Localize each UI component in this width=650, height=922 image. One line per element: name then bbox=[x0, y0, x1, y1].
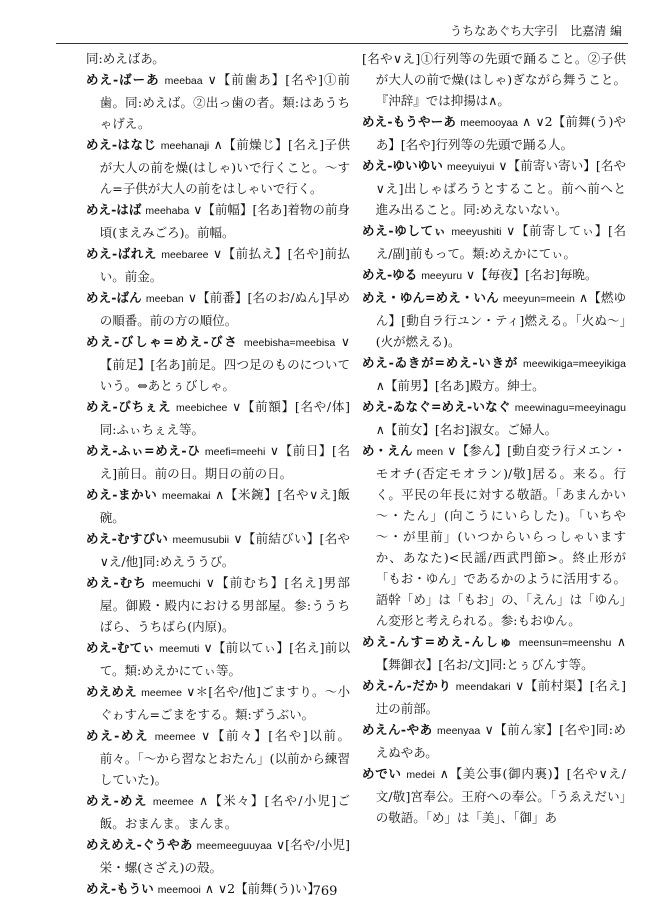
entry-headword: め・えん bbox=[362, 443, 413, 458]
entry-romanization: meebaree bbox=[161, 249, 209, 261]
entry-headword: めえ-ゆいゆい bbox=[362, 158, 443, 173]
dictionary-entry bbox=[86, 48, 350, 69]
entry-definition: ∨【前払え】[名や]前払い。前金。 bbox=[99, 246, 350, 284]
entry-headword: めえめえ-ぐうやあ bbox=[86, 837, 193, 852]
dictionary-entry bbox=[86, 681, 350, 725]
dictionary-entry bbox=[362, 352, 626, 396]
entry-headword: めえ-はなじ bbox=[86, 137, 157, 152]
entry-romanization: meewinagu=meeyinagu bbox=[514, 402, 626, 414]
entry-definition: ∨【前村渠】[名え]辻の前部。 bbox=[375, 678, 626, 716]
entry-definition: ∧ ∨2【前舞(う)やあ】[名や]行列等の先頭で踊る人。 bbox=[375, 114, 626, 152]
entry-definition: ∨【前日】[名え]前日。前の日。期日の前の日。 bbox=[99, 443, 350, 481]
dictionary-entry bbox=[362, 48, 626, 111]
entry-romanization: meebaa bbox=[164, 75, 203, 87]
dictionary-entry bbox=[86, 484, 350, 528]
dictionary-entry bbox=[86, 396, 350, 440]
right-column bbox=[362, 48, 626, 828]
entry-romanization: meefi=meehi bbox=[204, 446, 266, 458]
entry-headword: めえ-ばーあ bbox=[86, 72, 160, 87]
entry-romanization: meensun=meenshu bbox=[518, 637, 612, 649]
entry-romanization: meeyushiti bbox=[451, 226, 502, 238]
entry-romanization: meeyuiyui bbox=[447, 161, 495, 173]
dictionary-entry bbox=[362, 155, 626, 220]
entry-headword: めえ-むてぃ bbox=[86, 640, 155, 655]
dictionary-entry bbox=[86, 69, 350, 134]
entry-romanization: meewikiga=meeyikiga bbox=[522, 358, 626, 370]
entry-romanization: meeyuru bbox=[421, 270, 463, 282]
entry-definition: ∨【前ん家】[名や]同:めえぬやあ。 bbox=[375, 722, 626, 760]
entry-romanization: meemakai bbox=[162, 490, 211, 502]
entry-definition: ∨【前以てぃ】[名え]前以て。類:めえかにてぃ等。 bbox=[99, 640, 350, 678]
entry-romanization: meemee bbox=[141, 687, 182, 699]
entry-romanization: meemuti bbox=[159, 643, 200, 655]
entry-headword: めえ-ばん bbox=[86, 290, 142, 305]
entry-definition: ∨＊[名や/他]ごますり。～小ぐゎすん=ごまをする。類:ずうぶい。 bbox=[99, 684, 350, 722]
dictionary-entry bbox=[86, 287, 350, 331]
entry-headword: めえ-めえ bbox=[86, 793, 148, 808]
dictionary-entry bbox=[362, 631, 626, 675]
entry-definition: ∨【前寄してぃ】[名え/副]前もって。類:めえかにてぃ。 bbox=[375, 223, 626, 261]
entry-definition: ∨[名や/小児]栄・螺(さざえ)の殻。 bbox=[99, 837, 350, 875]
entry-headword: めえ-ゆしてぃ bbox=[362, 223, 447, 238]
entry-romanization: meemusubii bbox=[172, 534, 230, 546]
entry-headword: めえ-はば bbox=[86, 202, 142, 217]
entry-headword: めでい bbox=[362, 766, 402, 781]
entry-headword: めえ-ふぃ=めえ-ひ bbox=[86, 443, 201, 458]
dictionary-entry bbox=[362, 287, 626, 352]
entry-definition: ∨【前歯あ】[名や]①前歯。同:めえば。②出っ歯の者。類:はあうちゃげえ。 bbox=[99, 72, 350, 131]
entry-romanization: meehaba bbox=[145, 205, 190, 217]
entry-headword: めえ-もうやーあ bbox=[362, 114, 457, 129]
entry-definition: ∨【前々】[名や]以前。前々。「～から習なとおたん」(以前から練習していた)。 bbox=[99, 728, 350, 787]
dictionary-entry bbox=[362, 264, 626, 287]
dictionary-entry bbox=[362, 220, 626, 264]
entry-definition: ∧【前燥じ】[名え]子供が大人の前を燥(はしゃ)いで行くこと。～すん=子供が大人の前をはしゃいで行く。 bbox=[99, 137, 350, 196]
entry-romanization: meemooi bbox=[157, 884, 201, 896]
entry-definition: ∧【前女】[名お]淑女。ご婦人。 bbox=[375, 422, 558, 437]
entry-romanization: meeyun=meein bbox=[502, 293, 575, 305]
entry-romanization: meehanaji bbox=[160, 140, 210, 152]
entry-headword: めえん-やあ bbox=[362, 722, 433, 737]
left-column bbox=[86, 48, 350, 901]
entry-romanization: meemooyaa bbox=[460, 117, 518, 129]
dictionary-entry bbox=[362, 396, 626, 440]
entry-definition: ∨【前むち】[名え]男部屋。御殿・殿内における男部屋。参:ううちばら、うちばら(内原)。 bbox=[99, 575, 350, 634]
dictionary-entry bbox=[362, 719, 626, 763]
entry-headword: めえ-まかい bbox=[86, 487, 158, 502]
entry-definition: ∧【米々】[名や/小児]ご飯。おまんま。まんま。 bbox=[99, 793, 350, 831]
entry-romanization: meemuchi bbox=[152, 578, 201, 590]
entry-headword: めえ-ゐきが=めえ-いきが bbox=[362, 355, 519, 370]
dictionary-entry bbox=[86, 243, 350, 287]
entry-romanization: meemee bbox=[154, 731, 196, 743]
entry-headword: めえ-ばれえ bbox=[86, 246, 157, 261]
entry-romanization: meeban bbox=[145, 293, 184, 305]
entry-romanization: meemee bbox=[152, 796, 194, 808]
entry-definition: ∨【前額】[名や/体]同:ふぃちぇえ等。 bbox=[99, 399, 350, 437]
entry-definition: [名や∨え]①行列等の先頭で踊ること。②子供が大人の前で燥(はしゃ)ぎながら舞うこと。『沖辞』では抑揚は∧。 bbox=[362, 51, 626, 108]
entry-headword: めえ-もうい bbox=[86, 881, 154, 896]
entry-definition: 同:めえばあ。 bbox=[86, 51, 165, 66]
dictionary-entry bbox=[86, 725, 350, 790]
entry-definition: ∨【前足】[名あ]前足。四つ足のものについていう。⇔あとぅびしゃ。 bbox=[99, 334, 350, 393]
entry-romanization: meebisha=meebisa bbox=[243, 337, 336, 349]
entry-romanization: meenyaa bbox=[437, 725, 481, 737]
entry-definition: ∧【燃ゆん】[動自ラ行ユン・ティ]燃える。「火ぬ～」(火が燃える)。 bbox=[375, 290, 626, 349]
entry-headword: めえ・ゆん=めえ・いん bbox=[362, 290, 499, 305]
dictionary-entry bbox=[86, 637, 350, 681]
dictionary-entry bbox=[362, 440, 626, 631]
entry-headword: めえ-むすびい bbox=[86, 531, 169, 546]
entry-romanization: meebichee bbox=[176, 402, 228, 414]
dictionary-entry bbox=[86, 199, 350, 243]
dictionary-entry bbox=[86, 834, 350, 878]
page-number: 769 bbox=[312, 884, 338, 899]
entry-definition: ∧【美公事(御内裏)】[名や∨え/文/敬]宮奉公。王府への奉公。「うゑえだい」の敬語。「め」は「美」、「御」あ bbox=[375, 766, 626, 825]
entry-headword: めえ-ゐなぐ=めえ-いなぐ bbox=[362, 399, 511, 414]
running-header: うちなあぐち大字引 比嘉清 編 bbox=[450, 24, 622, 38]
entry-romanization: meemeeguuyaa bbox=[196, 840, 272, 852]
entry-definition: ∨【前結びい】[名や∨え/他]同:めえううび。 bbox=[99, 531, 350, 569]
entry-headword: めえ-びしゃ=めえ-びさ bbox=[86, 334, 239, 349]
entry-definition: ∨【毎夜】[名お]毎晩。 bbox=[466, 267, 598, 282]
entry-definition: ∧【舞御衣】[名お/文]同:とぅびんす等。 bbox=[375, 634, 626, 672]
dictionary-entry bbox=[86, 134, 350, 199]
entry-headword: めえ-むち bbox=[86, 575, 148, 590]
dictionary-entry bbox=[86, 331, 350, 396]
dictionary-entry bbox=[362, 111, 626, 155]
entry-headword: めえ-ゆる bbox=[362, 267, 418, 282]
entry-romanization: meen bbox=[416, 446, 444, 458]
entry-headword: めえめえ bbox=[86, 684, 137, 699]
header-rule bbox=[56, 43, 628, 44]
entry-definition: ∨【参ん】[動自変ラ行メエン・モオチ(否定モオラン)/敬]居る。来る。行く。平民の年長に対する敬語。「あまんかい～・たん」(向こうにいらした)。「いちや～・が里前」(いつからいらっしゃいますか、あなた)<民謡/西武門節>。終止形が「もお・ゆん」であるかのように活用する。語幹「め」は「もお」の、「えん」は「ゆん」ん変形と考えられる。参:もおゆん。 bbox=[375, 443, 626, 628]
dictionary-entry bbox=[86, 440, 350, 484]
entry-definition: ∨【前寄い寄い】[名や∨え]出しゃばろうとすること。前へ前へと進み出ること。同:めえないない。 bbox=[375, 158, 626, 217]
entry-definition: ∧ ∨2【前舞(う)い】 bbox=[204, 881, 320, 896]
entry-definition: ∨【前幅】[名あ]着物の前身頃(まえみごろ)。前幅。 bbox=[99, 202, 350, 240]
entry-headword: めえ-びちぇえ bbox=[86, 399, 172, 414]
entry-definition: ∧【米鋺】[名や∨え]飯碗。 bbox=[99, 487, 350, 525]
dictionary-entry bbox=[86, 790, 350, 834]
dictionary-entry bbox=[362, 675, 626, 719]
entry-definition: ∨【前番】[名のお/ぬん]早めの順番。前の方の順位。 bbox=[99, 290, 350, 328]
entry-headword: めえ-んす=めえ-んしゅ bbox=[362, 634, 514, 649]
entry-romanization: medei bbox=[406, 769, 435, 781]
entry-definition: ∧【前男】[名あ]殿方。紳士。 bbox=[375, 378, 545, 393]
dictionary-entry bbox=[362, 763, 626, 828]
dictionary-entry bbox=[86, 572, 350, 637]
entry-headword: めえ-めえ bbox=[86, 728, 150, 743]
dictionary-entry bbox=[86, 528, 350, 572]
entry-romanization: meendakari bbox=[455, 681, 511, 693]
entry-headword: めえ-ん-だかり bbox=[362, 678, 452, 693]
